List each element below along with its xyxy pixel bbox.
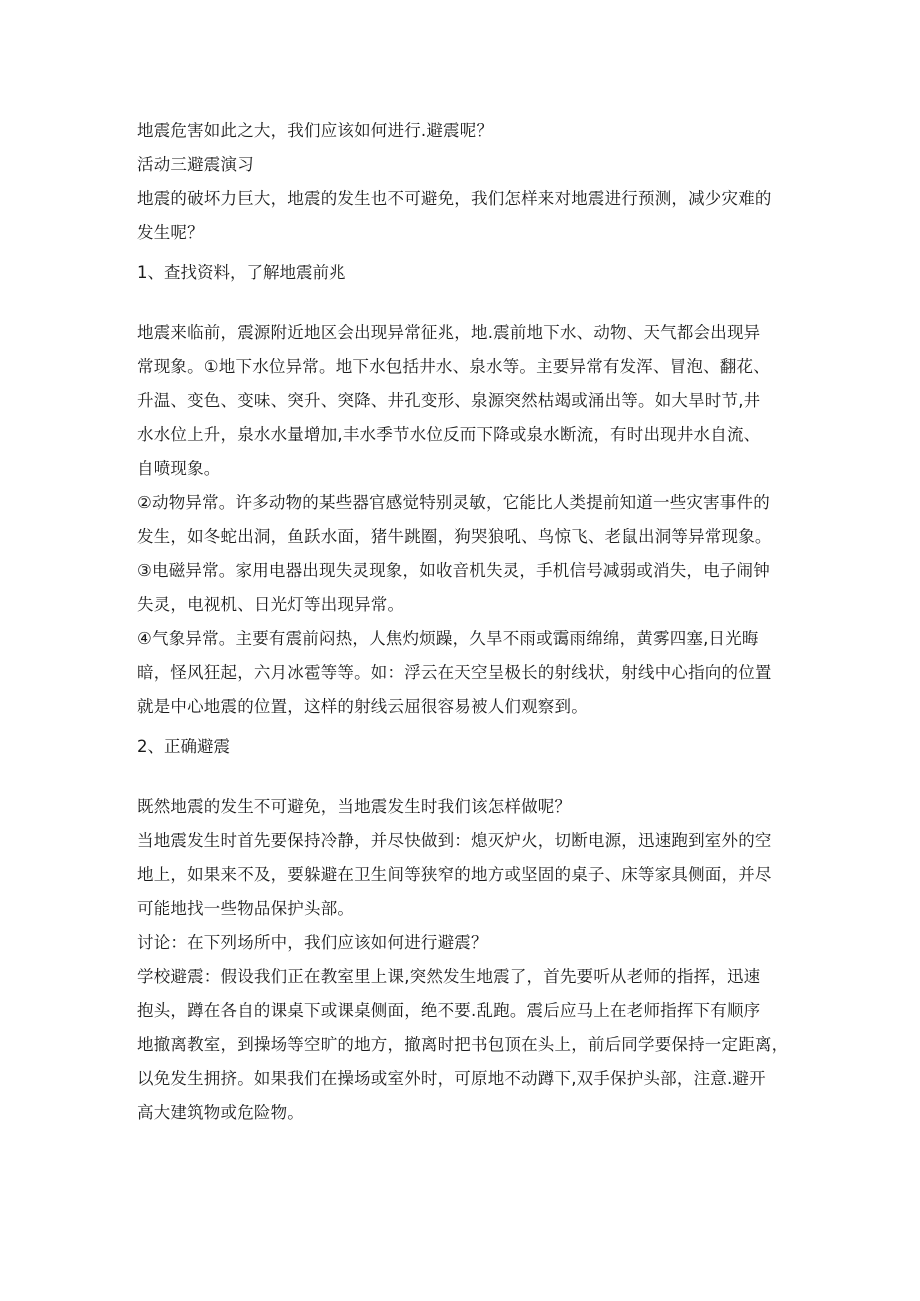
paragraph-line: 学校避震：假设我们正在教室里上课,突然发生地震了，首先要听从老师的指挥，迅速 (137, 967, 761, 986)
section-heading-1: 1、查找资料，了解地震前兆 (137, 263, 346, 282)
paragraph-line: 讨论：在下列场所中，我们应该如何进行避震？ (137, 933, 488, 952)
paragraph-line: 地上，如果来不及，要躲避在卫生间等狭窄的地方或坚固的桌子、床等家具侧面，并尽 (137, 865, 772, 884)
paragraph-line: 地撤离教室，到操场等空旷的地方，撤离时把书包顶在头上，前后同学要保持一定距离， (137, 1035, 789, 1054)
paragraph-line: ④气象异常。主要有震前闷热，人焦灼烦躁，久旱不雨或霭雨绵绵，黄雾四塞,日光晦 (137, 629, 759, 648)
document-body (137, 114, 787, 1130)
paragraph-line: 水水位上升，泉水水量增加,丰水季节水位反而下降或泉水断流，有时出现井水自流、 (137, 425, 761, 444)
lead-line: 发生呢？ (137, 223, 204, 242)
lead-line: 地震的破坏力巨大，地震的发生也不可避免，我们怎样来对地震进行预测，减少灾难的 (137, 189, 772, 208)
spacer (137, 764, 787, 790)
paragraph-line: 暗，怪风狂起，六月冰雹等等。如：浮云在天空呈极长的射线状，射线中心指向的位置 (137, 663, 772, 682)
paragraph-line: 以免发生拥挤。如果我们在操场或室外时，可原地不动蹲下,双手保护头部，注意.避开 (137, 1069, 766, 1088)
paragraph-line: 发生，如冬蛇出洞，鱼跃水面，猪牛跳圈，狗哭狼吼、鸟惊飞、老鼠出洞等异常现象。 (137, 527, 772, 546)
paragraph-line: 可能地找一些物品保护头部。 (137, 899, 355, 918)
paragraph-line: 地震来临前，震源附近地区会出现异常征兆，地.震前地下水、动物、天气都会出现异 (137, 323, 761, 342)
section-heading-2: 2、正确避震 (137, 737, 230, 756)
paragraph-line: 既然地震的发生不可避免，当地震发生时我们该怎样做呢？ (137, 797, 572, 816)
paragraph-line: 失灵，电视机、日光灯等出现异常。 (137, 595, 405, 614)
activity-title: 活动三避震演习 (137, 155, 254, 174)
paragraph-line: 当地震发生时首先要保持冷静，并尽快做到：熄灭炉火，切断电源，迅速跑到室外的空 (137, 831, 772, 850)
paragraph-line: 常现象。①地下水位异常。地下水包括井水、泉水等。主要异常有发浑、冒泡、翻花、 (137, 357, 770, 376)
paragraph-line: ③电磁异常。家用电器出现失灵现象，如收音机失灵，手机信号减弱或消失，电子闹钟 (137, 561, 770, 580)
paragraph-line: ②动物异常。许多动物的某些器官感觉特别灵敏，它能比人类提前知道一些灾害事件的 (137, 493, 770, 512)
paragraph-line: 抱头，蹲在各自的课桌下或课桌侧面，绝不要.乱跑。震后应马上在老师指挥下有顺序 (137, 1001, 761, 1020)
paragraph-line: 高大建筑物或危险物。 (137, 1103, 304, 1122)
paragraph-line: 自喷现象。 (137, 459, 221, 478)
paragraph-line: 升温、变色、变味、突升、突降、井孔变形、泉源突然枯竭或涌出等。如大旱时节,井 (137, 391, 761, 410)
intro-question: 地震危害如此之大，我们应该如何进行.避震呢？ (137, 121, 494, 140)
spacer (137, 290, 787, 316)
paragraph-line: 就是中心地震的位置，这样的射线云屈很容易被人们观察到。 (137, 697, 588, 716)
